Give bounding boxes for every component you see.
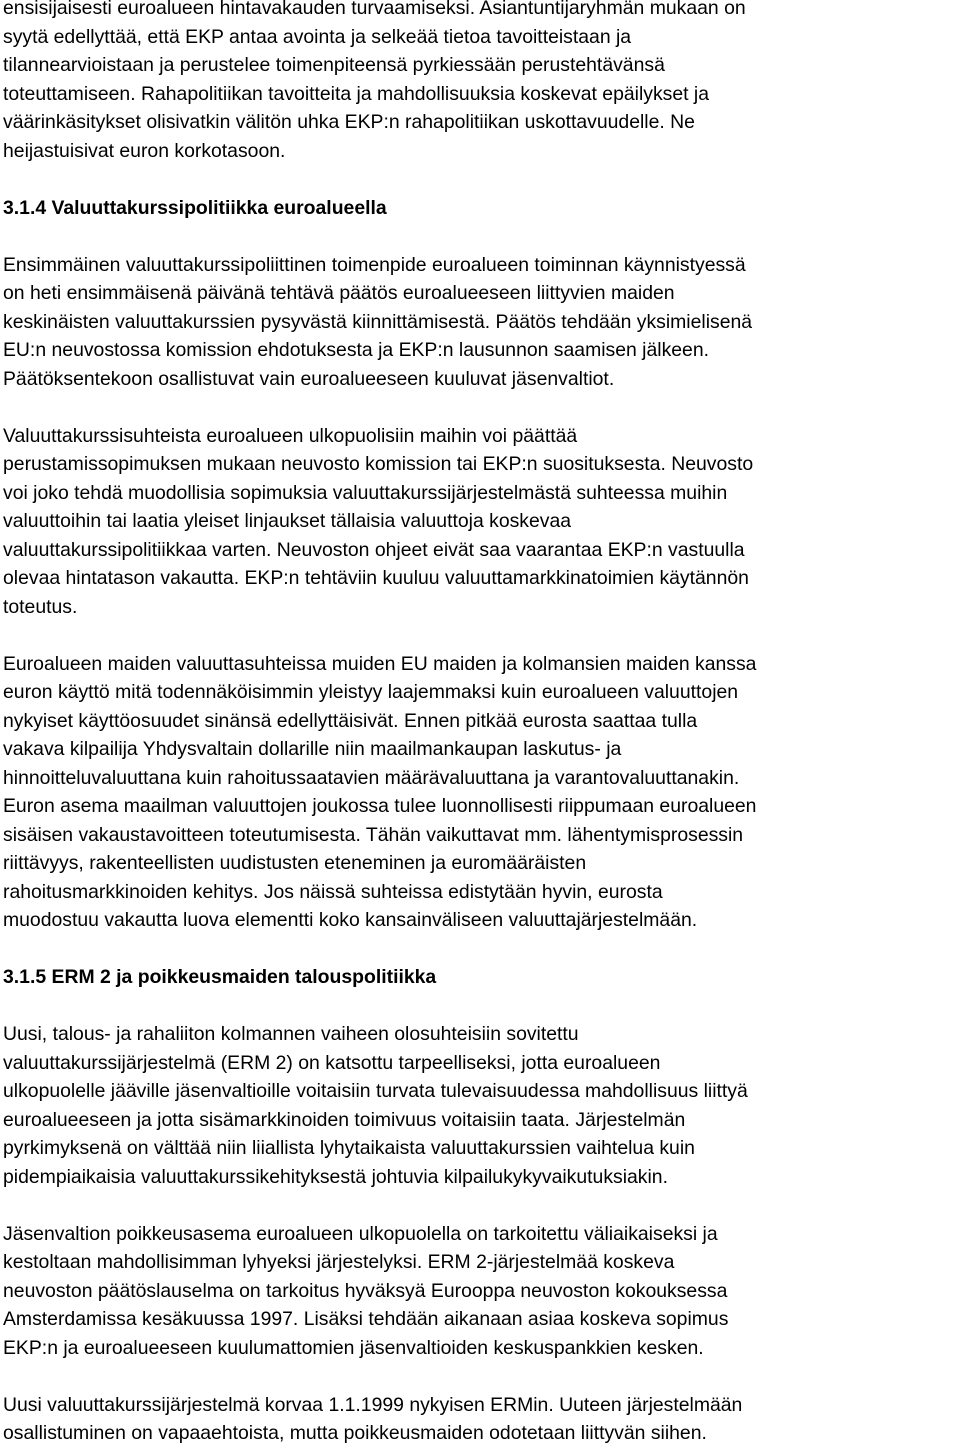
text-line: olevaa hintatason vakautta. EKP:n tehtäviin kuuluu valuuttamarkkinatoimien käytännön	[3, 567, 749, 589]
paragraph-spacer	[3, 992, 958, 1021]
text-line: nykyiset käyttöosuudet sinänsä edellyttäisivät. Ennen pitkää eurosta saattaa tulla	[3, 709, 698, 732]
text-line: tilannearvioistaan ja perustelee toimenpiteensä pyrkiessään perustehtävänsä	[3, 54, 665, 76]
text-line: vakava kilpailija Yhdysvaltain dollarille niin maailmankaupan laskutus- ja	[3, 738, 622, 760]
text-line: valuuttakurssijärjestelmä (ERM 2) on katsottu tarpeelliseksi, jotta euroalueen	[3, 1051, 661, 1074]
text-line: valuuttoihin tai laatia yleiset linjaukset tällaisia valuuttoja koskevaa	[3, 510, 572, 532]
paragraph-monetary-policy-credibility	[3, 0, 958, 165]
text-line: Valuuttakurssisuhteista euroalueen ulkopuolisiin maihin voi päättää	[3, 424, 578, 447]
paragraph-derogation-status	[3, 1220, 958, 1363]
text-line: muodostuu vakautta luova elementti koko kansainväliseen valuuttajärjestelmään.	[3, 909, 698, 931]
paragraph-first-exchange-rate-measure	[3, 251, 958, 394]
paragraph-spacer	[3, 165, 958, 194]
text-line: syytä edellyttää, että EKP antaa avointa ja selkeää tietoa tavoitteistaan ja	[3, 25, 632, 48]
text-line: kestoltaan mahdollisimman lyhyeksi järjestelyksi. ERM 2-järjestelmää koskeva	[3, 1251, 675, 1273]
text-line: sisäisen vakaustavoitteen toteutumisesta. Tähän vaikuttavat mm. lähentymisprosessin	[3, 823, 744, 846]
text-line: EU:n neuvostossa komission ehdotuksesta ja EKP:n lausunnon saamisen jälkeen.	[3, 339, 710, 361]
paragraph-spacer	[3, 621, 958, 650]
text-line: keskinäisten valuuttakurssien pysyvästä kiinnittämisestä. Päätös tehdään yksimielisenä	[3, 310, 753, 333]
text-line: rahoitusmarkkinoiden kehitys. Jos näissä suhteissa edistytään hyvin, eurosta	[3, 880, 663, 903]
text-line: on heti ensimmäisenä päivänä tehtävä päätös euroalueeseen liittyvien maiden	[3, 282, 675, 304]
paragraph-external-exchange-rates	[3, 422, 958, 622]
text-line: Amsterdamissa kesäkuussa 1997. Lisäksi tehdään aikanaan asiaa koskeva sopimus	[3, 1308, 729, 1330]
text-line: EKP:n ja euroalueeseen kuulumattomien jäsenvaltioiden keskuspankkien kesken.	[3, 1336, 704, 1359]
text-line: pidempiaikaisia valuuttakurssikehityksestä johtuvia kilpailukykyvaikutuksiakin.	[3, 1165, 668, 1188]
text-line: voi joko tehdä muodollisia sopimuksia valuuttakurssijärjestelmästä suhteessa muihin	[3, 481, 728, 504]
paragraph-new-exchange-rate-system	[3, 1391, 958, 1448]
text-line: Päätöksentekoon osallistuvat vain euroalueeseen kuuluvat jäsenvaltiot.	[3, 367, 615, 390]
text-line: väärinkäsitykset olisivatkin välitön uhka EKP:n rahapolitiikan uskottavuudelle. Ne	[3, 111, 695, 133]
text-line: perustamissopimuksen mukaan neuvosto komission tai EKP:n suosituksesta. Neuvosto	[3, 453, 754, 475]
text-line: Euron asema maailman valuuttojen joukossa tulee luonnollisesti riippumaan euroalueen	[3, 795, 757, 817]
text-line: Euroalueen maiden valuuttasuhteissa muiden EU maiden ja kolmansien maiden kanssa	[3, 652, 757, 675]
text-line: toteutus.	[3, 595, 78, 618]
paragraph-spacer	[3, 935, 958, 964]
text-line: toteuttamiseen. Rahapolitiikan tavoitteita ja mahdollisuuksia koskevat epäilykset ja	[3, 82, 709, 105]
paragraph-spacer	[3, 393, 958, 422]
text-line: euron käyttö mitä todennäköisimmin yleistyy laajemmaksi kuin euroalueen valuuttojen	[3, 681, 739, 703]
text-line: ulkopuolelle jääville jäsenvaltioille voitaisiin turvata tulevaisuudessa mahdollisuus liittyä	[3, 1080, 748, 1102]
text-line: riittävyys, rakenteellisten uudistusten eteneminen ja euromääräisten	[3, 852, 587, 874]
text-line: heijastuisivat euron korkotasoon.	[3, 139, 286, 162]
text-line: Uusi, talous- ja rahaliiton kolmannen vaiheen olosuhteisiin sovitettu	[3, 1023, 579, 1045]
section-heading-3-1-5: 3.1.5 ERM 2 ja poikkeusmaiden talouspolitiikka	[3, 966, 437, 988]
text-line: pyrkimyksenä on välttää niin liiallista lyhytaikaista valuuttakurssien vaihtelua kuin	[3, 1137, 695, 1159]
paragraph-erm2-introduction	[3, 1020, 958, 1191]
paragraph-spacer	[3, 1191, 958, 1220]
paragraph-spacer	[3, 222, 958, 251]
text-line: valuuttakurssipolitiikkaa varten. Neuvoston ohjeet eivät saa vaarantaa EKP:n vastuulla	[3, 538, 745, 561]
section-heading-3-1-4: 3.1.4 Valuuttakurssipolitiikka euroalueella	[3, 196, 387, 219]
text-line: Ensimmäinen valuuttakurssipoliittinen toimenpide euroalueen toiminnan käynnistyessä	[3, 253, 746, 276]
text-line: neuvoston päätöslauselma on tarkoitus hyväksyä Eurooppa neuvoston kokouksessa	[3, 1279, 728, 1302]
text-line: osallistuminen on vapaaehtoista, mutta poikkeusmaiden odotetaan liittyvän siihen.	[3, 1422, 707, 1444]
text-line: ensisijaisesti euroalueen hintavakauden turvaamiseksi. Asiantuntijaryhmän mukaan on	[3, 0, 746, 19]
paragraph-spacer	[3, 1362, 958, 1391]
text-line: hinnoitteluvaluuttana kuin rahoitussaatavien määrävaluuttana ja varantovaluuttanakin.	[3, 766, 740, 789]
document-page	[3, 0, 958, 1448]
text-line: Jäsenvaltion poikkeusasema euroalueen ulkopuolella on tarkoitettu väliaikaiseksi ja	[3, 1222, 718, 1245]
text-line: euroalueeseen ja jotta sisämarkkinoiden toimivuus voitaisiin taata. Järjestelmän	[3, 1108, 686, 1131]
paragraph-euro-international-role	[3, 650, 958, 935]
text-line: Uusi valuuttakurssijärjestelmä korvaa 1.1.1999 nykyisen ERMin. Uuteen järjestelmään	[3, 1393, 743, 1416]
